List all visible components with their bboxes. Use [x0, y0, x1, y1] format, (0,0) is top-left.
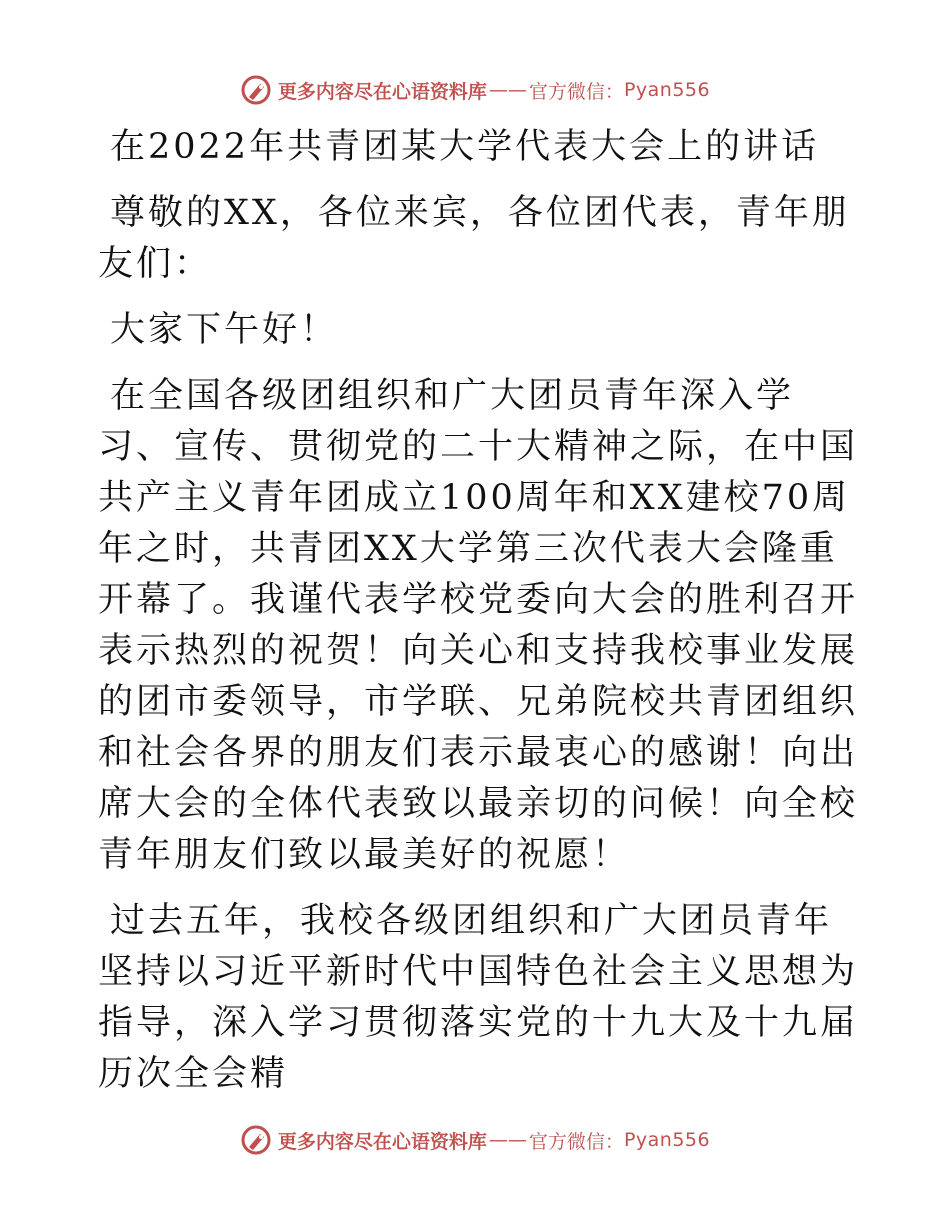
pen-nib-logo-icon	[240, 74, 272, 106]
header-wechat-label: 官方微信：	[528, 80, 624, 103]
header-dash: ——	[488, 79, 527, 101]
footer-brand: 更多内容尽在心语资料库	[277, 1130, 487, 1153]
greeting: 大家下午好！	[110, 310, 339, 350]
salutation: 尊敬的XX，各位来宾，各位团代表，青年朋友们：	[98, 193, 850, 284]
paragraph-1: 在全国各级团组织和广大团员青年深入学习、宣传、贯彻党的二十大精神之际，在中国共产主义青年团成立100周年和XX建校70周年之时，共青团XX大学第三次代表大会隆重开幕了。我谨代表学校党委向大会的胜利召开表示热烈的祝贺！向关心和支持我校事业发展的团市委领导，市学联、兄弟院校共青团组织和社会各界的朋友们表示最衷心的感谢！向出席大会的全体代表致以最亲切的问候！向全校青年朋友们致以最美好的祝愿！	[98, 376, 859, 875]
document-title: 在2022年共青团某大学代表大会上的讲话	[110, 127, 820, 167]
header-wechat-account: Pyan556	[623, 79, 711, 101]
footer-watermark	[0, 1120, 950, 1160]
document-body	[98, 122, 858, 1115]
pen-nib-logo-icon	[240, 1124, 272, 1156]
footer-wechat-account: Pyan556	[623, 1129, 711, 1151]
footer-dash: ——	[488, 1129, 527, 1151]
header-watermark	[0, 70, 950, 110]
header-brand: 更多内容尽在心语资料库	[277, 80, 487, 103]
footer-wechat-label: 官方微信：	[528, 1130, 624, 1153]
paragraph-2: 过去五年，我校各级团组织和广大团员青年坚持以习近平新时代中国特色社会主义思想为指导，深入学习贯彻落实党的十九大及十九届历次全会精	[98, 901, 859, 1094]
